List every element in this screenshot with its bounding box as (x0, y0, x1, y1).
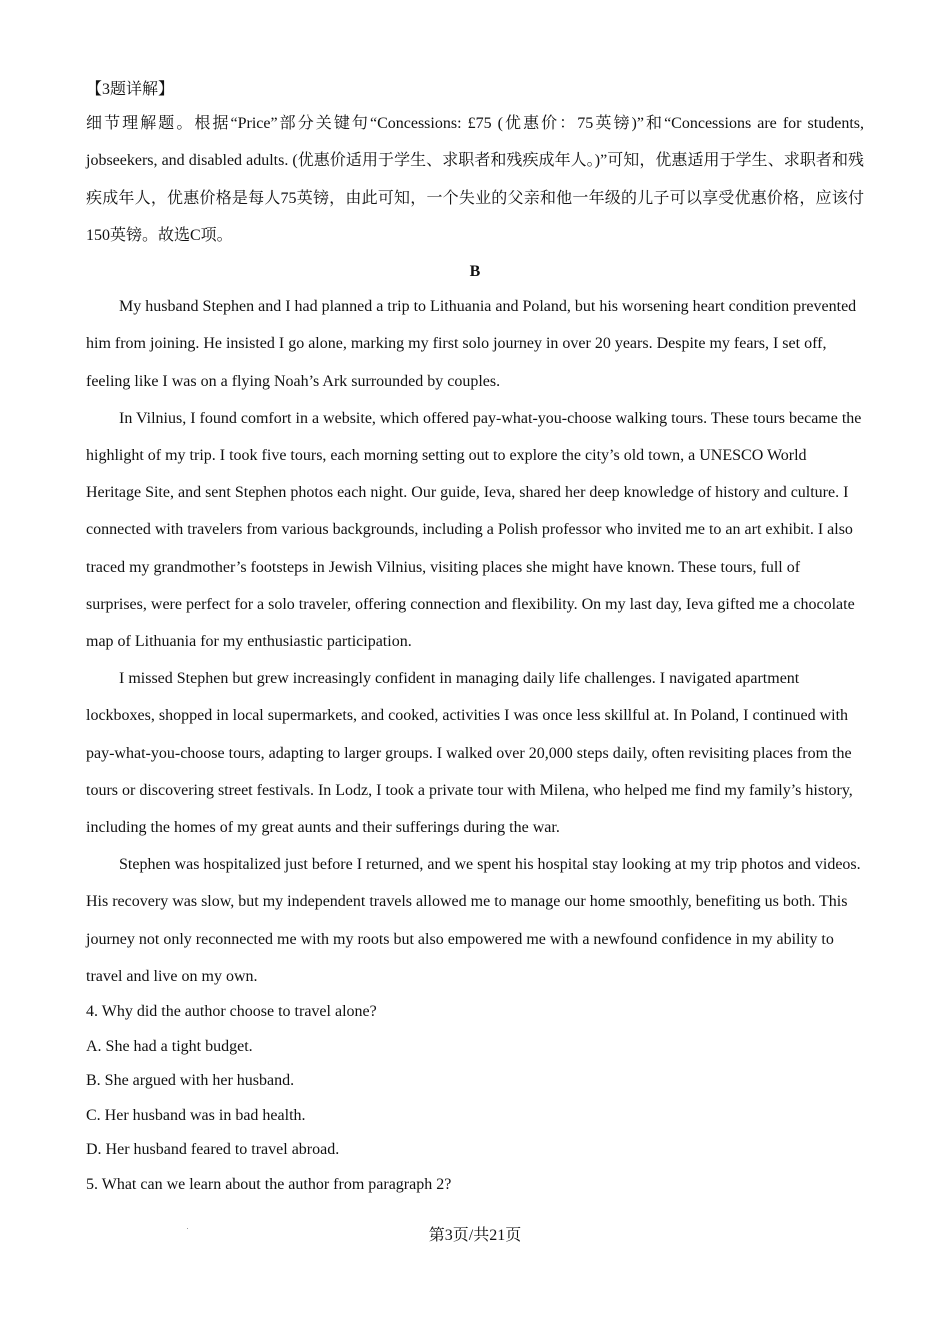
question-4-option-b: B. She argued with her husband. (86, 1072, 295, 1090)
question-5-stem: 5. What can we learn about the author from paragraph 2? (86, 1176, 452, 1194)
passage-paragraph-2: In Vilnius, I found comfort in a website, which offered pay-what-you-choose walking tours. These tours became the highlight of my trip. I took five tours, each morning setting out to explore the city’s old town, a UNESCO World Heritage Site, and sent Stephen photos each night. Our guide, Ieva, shared her deep knowledge of history and culture. I connected with travelers from various backgrounds, including a Polish professor who invited me to an art exhibit. I also traced my grandmother’s footsteps in Jewish Vilnius, visiting places she might have known. These tours, full of surprises, were perfect for a solo traveler, offering connection and flexibility. On my last day, Ieva gifted me a chocolate map of Lithuania for my enthusiastic participation. (86, 409, 862, 651)
page-footer: 第3页/共21页 (428, 1227, 522, 1244)
question-4-option-d: D. Her husband feared to travel abroad. (86, 1141, 340, 1159)
question-4-stem: 4. Why did the author choose to travel alone? (86, 1003, 377, 1021)
document-page (86, 74, 864, 1203)
explanation-text: 细节理解题。根据“Price”部分关键句“Concessions: £75 (优惠价：75英镑)”和“Concessions are for students, jobseekers, and disabled adults. (优惠价适用于学生、求职者和残疾成年人。)”可知，优惠适用于学生、求职者和残疾成年人，优惠价格是每人75英镑，由此可知，一个失业的父亲和他一年级的儿子可以享受优惠价格，应该付150英镑。故选C项。 (86, 115, 864, 244)
passage-paragraph-1: My husband Stephen and I had planned a trip to Lithuania and Poland, but his worsening heart condition prevented him from joining. He insisted I go alone, marking my first solo journey in over 20 years. Despite my fears, I set off, feeling like I was on a flying Noah’s Ark surrounded by couples. (86, 298, 857, 390)
passage-paragraph-4: Stephen was hospitalized just before I returned, and we spent his hospital stay looking at my trip photos and videos. His recovery was slow, but my independent travels allowed me to manage our home smoothly, benefiting us both. This journey not only reconnected me with my roots but also empowered me with a newfound confidence in my ability to travel and live on my own. (86, 856, 861, 985)
explanation-heading: 【3题详解】 (86, 81, 175, 98)
question-4-option-c: C. Her husband was in bad health. (86, 1106, 306, 1124)
passage-paragraph-3: I missed Stephen but grew increasingly confident in managing daily life challenges. I navigated apartment lockboxes, shopped in local supermarkets, and cooked, activities I was once less skillful at. In Poland, I continued with pay-what-you-choose tours, adapting to larger groups. I walked over 20,000 steps daily, often revisiting places from the tours or discovering street festivals. In Lodz, I took a private tour with Milena, who helped me find my family’s history, including the homes of my great aunts and their sufferings during the war. (86, 670, 853, 837)
passage-title: B (469, 263, 481, 281)
question-4-option-a: A. She had a tight budget. (86, 1037, 253, 1055)
